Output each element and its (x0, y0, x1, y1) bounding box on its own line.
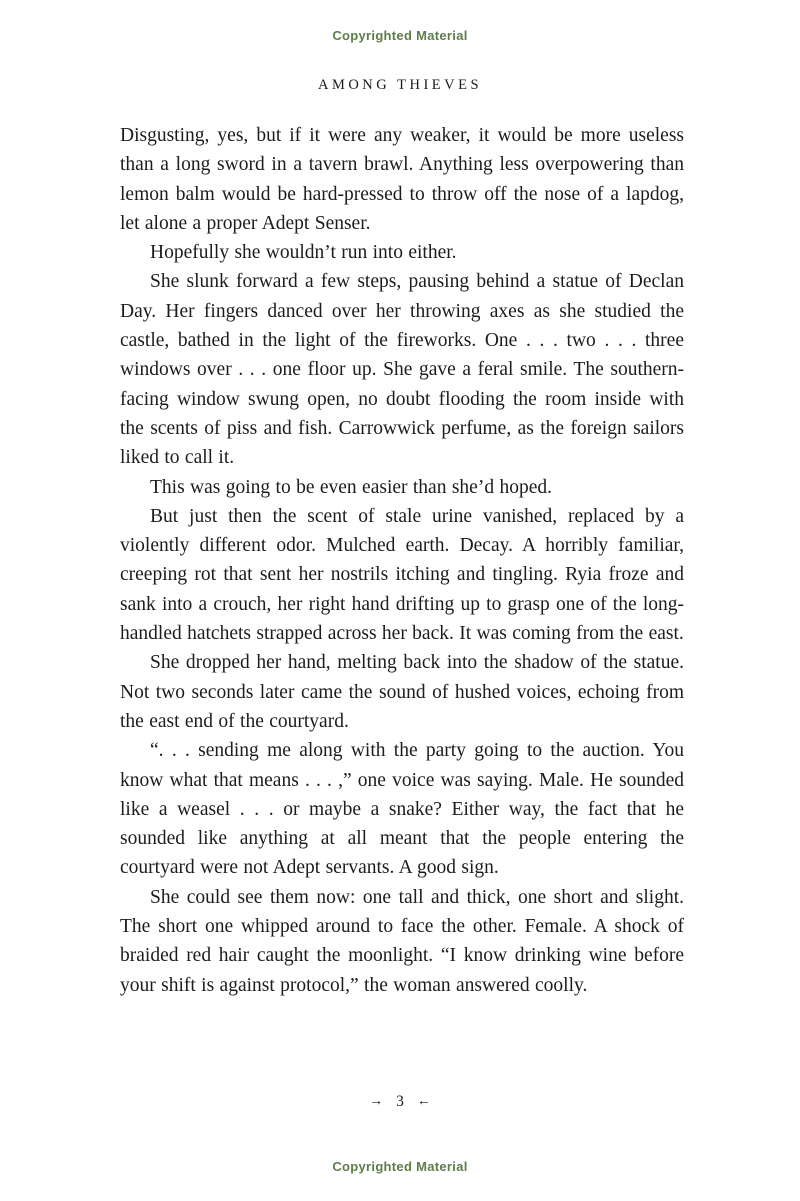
paragraph: She slunk forward a few steps, pausing behind a statue of Declan Day. Her fingers danced over her throwing axes as she studied the castle, bathed in the light of the fireworks. One . . . two . . . three windows over . . . one floor up. She gave a feral smile. The southern-facing window swung open, no doubt flooding the room inside with the scents of piss and fish. Carrowwick perfume, as the foreign sailors liked to call it. (120, 271, 684, 469)
right-arrow-icon: → (369, 1093, 384, 1109)
left-arrow-icon: ← (416, 1093, 431, 1109)
page-number-row (0, 1094, 800, 1110)
copyright-notice-top: Copyrighted Material (332, 28, 468, 43)
running-head: AMONG THIEVES (317, 77, 483, 93)
paragraph: But just then the scent of stale urine vanished, replaced by a violently different odor. Mulched earth. Decay. A horribly familiar, creeping rot that sent her nostrils itching and tingling. Ryia froze and sank into a crouch, her right hand drifting up to grasp one of the long-handled hatchets strapped across her back. It was coming from the east. (120, 505, 684, 645)
paragraph: “. . . sending me along with the party going to the auction. You know what that means . . . ,” one voice was saying. Male. He sounded like a weasel . . . or maybe a snake? Either way, the fact that he sounded like anything at all meant that the people entering the courtyard were not Adept servants. A good sign. (120, 740, 684, 879)
paragraph: She dropped her hand, melting back into the shadow of the statue. Not two seconds later came the sound of hushed voices, echoing from the east end of the courtyard. (120, 652, 684, 732)
page-number: 3 (396, 1093, 404, 1110)
paragraph: She could see them now: one tall and thick, one short and slight. The short one whipped around to face the other. Female. A shock of braided red hair caught the moonlight. “I know drinking wine before your shift is against protocol,” the woman answered coolly. (120, 886, 684, 996)
text-block (120, 121, 684, 1000)
paragraph: This was going to be even easier than she’d hoped. (150, 476, 552, 498)
paragraph: Disgusting, yes, but if it were any weaker, it would be more useless than a long sword in a tavern brawl. Anything less overpowering than lemon balm would be hard-pressed to throw off the nose of a lapdog, let alone a proper Adept Senser. (120, 125, 684, 234)
copyright-notice-bottom: Copyrighted Material (332, 1159, 468, 1174)
paragraph: Hopefully she wouldn’t run into either. (150, 242, 457, 264)
